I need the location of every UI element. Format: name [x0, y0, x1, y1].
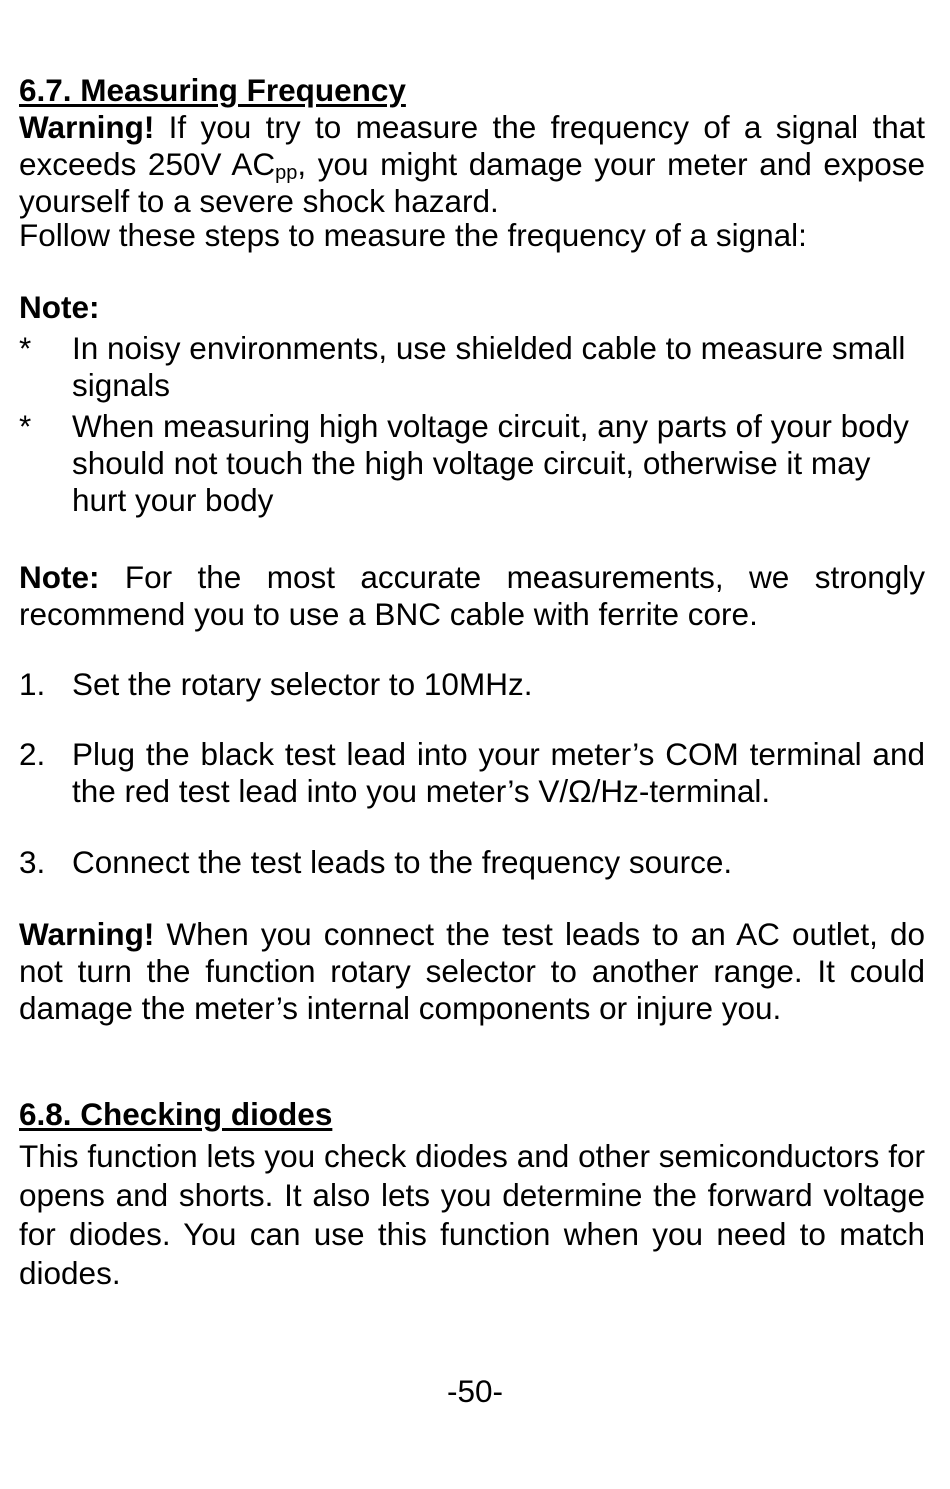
note-text: For the most accurate measurements, we strongly recommend you to use a BNC cable with ferrite core. [19, 559, 925, 632]
note-bullet-text: When measuring high voltage circuit, any parts of your body should not touch the high voltage circuit, otherwise it may hurt your body [72, 408, 909, 518]
page-number: -50- [446, 1373, 504, 1409]
step-item [19, 844, 925, 881]
section-6-8-heading: 6.8. Checking diodes [19, 1096, 333, 1132]
section-6-7-heading: 6.7. Measuring Frequency [19, 72, 406, 108]
diodes-body-paragraph: This function lets you check diodes and other semiconductors for opens and shorts. It also lets you determine the forward voltage for diodes. You can use this function when you need to match diodes. [19, 1138, 925, 1291]
step-text: Connect the test leads to the frequency source. [72, 844, 733, 880]
warning-label: Warning! [19, 109, 155, 145]
note-label: Note: [19, 559, 100, 595]
follow-steps-text: Follow these steps to measure the frequency of a signal: [19, 217, 807, 253]
step-number: 1. [19, 666, 46, 702]
step-text: Set the rotary selector to 10MHz. [72, 666, 533, 702]
step-number: 2. [19, 736, 46, 772]
warning-subscript: pp [275, 162, 298, 184]
bullet-mark: * [19, 408, 32, 444]
warning-text: When you connect the test leads to an AC outlet, do not turn the function rotary selector to another range. It could damage the meter’s internal components or injure you. [19, 916, 925, 1026]
note-bullet-item [19, 330, 925, 404]
step-item [19, 666, 925, 703]
bullet-mark: * [19, 330, 32, 366]
step-number: 3. [19, 844, 46, 880]
note-bullet-item [19, 408, 925, 519]
warning-text-2: , you might damage your meter and expose yourself to a severe shock hazard. [19, 146, 925, 219]
step-text: Plug the black test lead into your meter’s COM terminal and the red test lead into you meter’s V/Ω/Hz-terminal. [72, 736, 925, 809]
frequency-warning-paragraph [19, 109, 925, 220]
note-bullet-text: In noisy environments, use shielded cable to measure small signals [72, 330, 906, 403]
step-item [19, 736, 925, 810]
outlet-warning-paragraph [19, 916, 925, 1027]
warning-label: Warning! [19, 916, 155, 952]
ferrite-note-paragraph [19, 559, 925, 633]
warning-text-1: If you try to measure the frequency of a signal that exceeds 250V AC [19, 109, 925, 182]
note-label: Note: [19, 289, 100, 325]
